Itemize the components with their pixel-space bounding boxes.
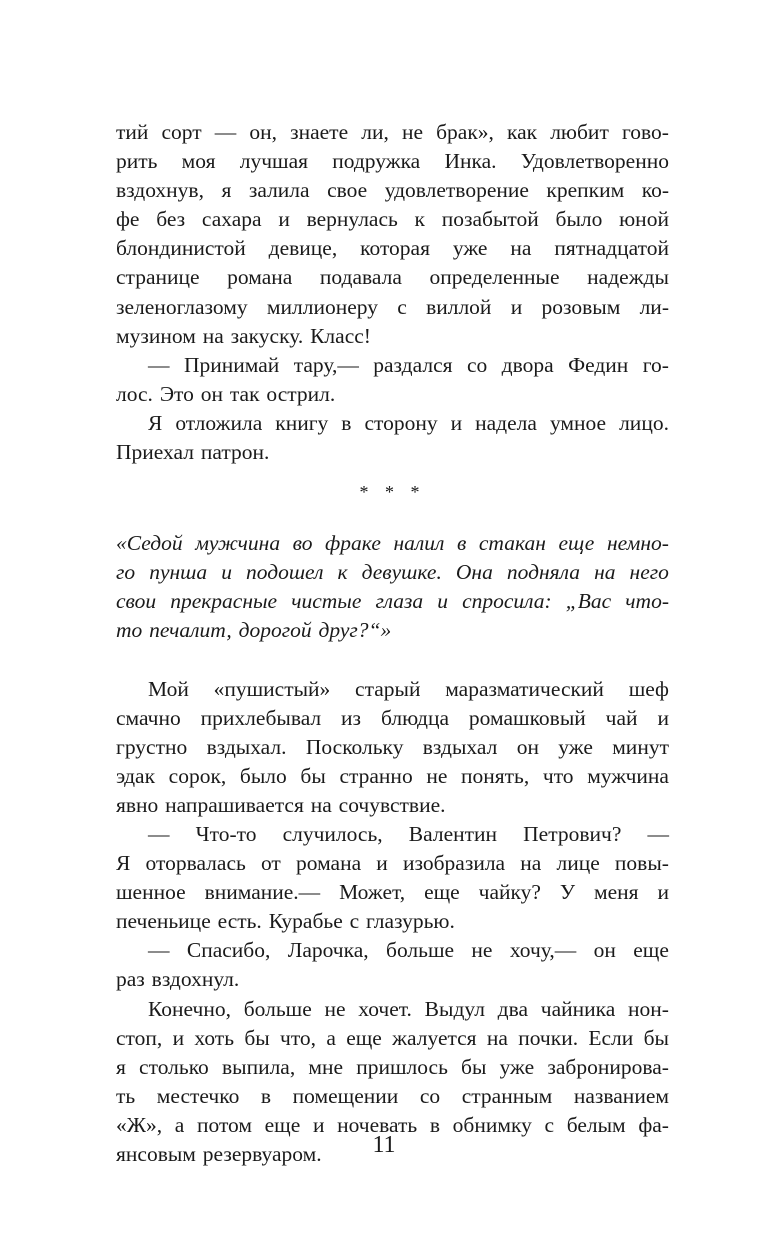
- word: чай: [605, 705, 638, 730]
- word: Класс!: [310, 323, 371, 348]
- word: лучшая: [239, 149, 308, 174]
- word: брак»,: [436, 120, 494, 144]
- word: подняла: [506, 560, 581, 585]
- word: так: [229, 381, 260, 406]
- word: нон-: [628, 996, 669, 1021]
- word: бы: [643, 1025, 669, 1050]
- word: романа: [296, 851, 362, 876]
- text-line: [116, 263, 669, 292]
- text-line: [116, 205, 669, 234]
- text-line: [116, 907, 669, 936]
- word: музином: [116, 323, 196, 348]
- word: бы: [300, 763, 326, 788]
- word: девице,: [268, 236, 338, 261]
- word: минут: [612, 734, 669, 759]
- word: потом: [196, 1112, 252, 1137]
- word: еще: [264, 1112, 301, 1137]
- word: забронирова-: [547, 1054, 669, 1079]
- word: не: [471, 938, 493, 963]
- word: во: [292, 531, 313, 556]
- word: странице: [116, 265, 200, 290]
- word: зеленоглазому: [116, 294, 248, 319]
- word: со: [466, 352, 488, 377]
- word: в: [456, 531, 467, 556]
- word: печеньице: [116, 909, 211, 934]
- word: пришлось: [356, 1054, 448, 1079]
- word: что,: [280, 1025, 317, 1050]
- word: в: [341, 410, 352, 435]
- word: «пушистый»: [213, 676, 331, 701]
- word: ли,: [361, 120, 389, 144]
- word: удовлетворение: [384, 178, 529, 203]
- word: хочет.: [358, 996, 412, 1021]
- word: печалит,: [149, 618, 232, 643]
- word: и: [657, 705, 669, 730]
- spacer: [116, 646, 669, 675]
- word: уже: [558, 734, 593, 759]
- text-line: [116, 849, 669, 878]
- word: подавала: [319, 265, 402, 290]
- word: раздался: [373, 352, 453, 377]
- text-line: [116, 380, 669, 409]
- word: еще: [424, 880, 460, 905]
- text-line: [116, 878, 669, 907]
- word: ко-: [641, 178, 669, 203]
- word: что: [542, 763, 574, 788]
- word: в: [260, 1083, 272, 1108]
- word: ть: [116, 1083, 136, 1108]
- word: Выдул: [424, 996, 485, 1021]
- word: —: [148, 821, 170, 846]
- word: и: [312, 1112, 325, 1137]
- word: залила: [248, 178, 310, 203]
- word: Может,: [339, 880, 406, 905]
- word: ромашковый: [468, 705, 586, 730]
- word: острил.: [266, 381, 336, 406]
- text-line: [116, 820, 669, 849]
- word: шеф: [628, 676, 669, 701]
- word: го: [116, 560, 136, 585]
- word: на: [510, 236, 532, 261]
- word: него: [629, 560, 669, 585]
- word: как: [507, 120, 538, 144]
- word: сахара: [201, 207, 262, 232]
- word: девушке.: [361, 560, 442, 585]
- word: на: [310, 792, 332, 817]
- word: Если: [588, 1025, 634, 1050]
- word: эдак: [116, 763, 156, 788]
- text-line: [116, 147, 669, 176]
- word: прихлебывал: [200, 705, 322, 730]
- word: свои: [116, 589, 157, 614]
- word: он: [200, 381, 224, 406]
- word: Я: [116, 851, 131, 876]
- text-line: [116, 704, 669, 733]
- word: бы: [244, 1025, 270, 1050]
- word: блюдца: [380, 705, 450, 730]
- word: не: [426, 763, 448, 788]
- word: ночевать: [337, 1112, 418, 1137]
- word: Принимай: [183, 352, 280, 377]
- word: сочувствие.: [338, 792, 446, 817]
- word: Федин: [568, 352, 629, 377]
- word: любит: [550, 120, 609, 144]
- word: напрашивается: [165, 792, 304, 817]
- word: Удовлетворенно: [520, 149, 669, 174]
- word: Мой: [148, 676, 189, 701]
- word: к: [337, 560, 348, 585]
- word: столько: [139, 1054, 209, 1079]
- word: подошел: [245, 560, 324, 585]
- word: уже: [452, 236, 488, 261]
- word: два: [497, 996, 529, 1021]
- text-line: [116, 675, 669, 704]
- word: оторвалась: [145, 851, 246, 876]
- word: без: [156, 207, 186, 232]
- word: что-: [625, 589, 669, 614]
- word: я: [221, 178, 232, 203]
- word: вздохнул.: [151, 967, 240, 992]
- word: уже: [499, 1054, 535, 1079]
- text-line: [116, 733, 669, 762]
- word: рить: [116, 149, 158, 174]
- word: и: [510, 294, 523, 319]
- word: лос.: [116, 381, 153, 406]
- section-separator: * * *: [359, 482, 426, 503]
- word: тий: [116, 120, 149, 144]
- word: сторону: [364, 410, 438, 435]
- word: стоп,: [116, 1025, 163, 1050]
- word: в: [429, 1112, 441, 1137]
- word: не: [401, 120, 423, 144]
- word: определенные: [429, 265, 560, 290]
- word: крепким: [546, 178, 625, 203]
- word: Что-то: [195, 821, 257, 846]
- word: свое: [327, 178, 368, 203]
- text-line: [116, 1053, 669, 1082]
- word: маразматический: [445, 676, 604, 701]
- word: раз: [116, 967, 145, 992]
- word: а: [174, 1112, 185, 1137]
- word: Это: [159, 381, 194, 406]
- word: —: [148, 938, 170, 963]
- word: еще: [558, 531, 595, 556]
- word: немно-: [606, 531, 669, 556]
- word: хочу,—: [509, 938, 577, 963]
- word: У: [559, 880, 576, 905]
- word: случилось,: [282, 821, 383, 846]
- word: спросила:: [462, 589, 552, 614]
- word: шенное: [116, 880, 186, 905]
- word: повы-: [614, 851, 669, 876]
- epigraph-quote: [116, 529, 669, 645]
- word: лицо.: [619, 410, 669, 435]
- word: глазурью.: [366, 909, 455, 934]
- word: жалуется: [392, 1025, 477, 1050]
- word: на: [594, 560, 616, 585]
- word: вздохнув,: [116, 178, 204, 203]
- word: вздыхал: [422, 734, 498, 759]
- word: умное: [549, 410, 607, 435]
- word: названием: [573, 1083, 669, 1108]
- word: чайку?: [478, 880, 541, 905]
- word: гово-: [621, 120, 669, 144]
- word: которая: [360, 236, 430, 261]
- word: лице: [556, 851, 600, 876]
- word: больше: [386, 938, 455, 963]
- word: романа: [227, 265, 293, 290]
- word: —: [647, 821, 669, 846]
- word: «Ж»,: [116, 1112, 163, 1137]
- word: грустно: [116, 734, 188, 759]
- word: больше: [243, 996, 312, 1021]
- word: бы: [461, 1054, 487, 1079]
- word: моя: [181, 149, 216, 174]
- word: Она: [455, 560, 493, 585]
- word: патрон.: [200, 440, 270, 465]
- word: старый: [355, 676, 421, 701]
- word: двора: [501, 352, 554, 377]
- word: Я: [148, 410, 163, 435]
- word: на: [520, 851, 542, 876]
- word: стакан: [478, 531, 546, 556]
- word: «Седой: [116, 531, 183, 556]
- word: он,: [249, 120, 277, 144]
- word: надела: [475, 410, 537, 435]
- word: хоть: [194, 1025, 235, 1050]
- word: с: [544, 1112, 555, 1137]
- text-line: [116, 791, 669, 820]
- word: с: [397, 294, 407, 319]
- text-line: [116, 234, 669, 263]
- word: прекрасные: [170, 589, 278, 614]
- word: странно: [339, 763, 413, 788]
- word: Петрович?: [523, 821, 622, 846]
- word: юной: [619, 207, 669, 232]
- word: вздыхал.: [206, 734, 287, 759]
- word: книгу: [275, 410, 329, 435]
- word: блондинистой: [116, 236, 246, 261]
- text-section-2: [116, 675, 669, 1170]
- word: не: [324, 996, 346, 1021]
- word: Ларочка,: [287, 938, 369, 963]
- word: пятнадцатой: [554, 236, 669, 261]
- word: Конечно,: [148, 996, 231, 1021]
- word: от: [260, 851, 281, 876]
- text-line: [116, 118, 669, 147]
- word: помещении: [292, 1083, 399, 1108]
- word: глаза: [375, 589, 424, 614]
- word: и: [376, 851, 388, 876]
- text-line: [116, 529, 669, 558]
- word: подружка: [332, 149, 421, 174]
- word: есть.: [217, 909, 262, 934]
- word: Приехал: [116, 440, 194, 465]
- text-line: [116, 936, 669, 965]
- word: к: [414, 207, 425, 232]
- word: на: [486, 1025, 508, 1050]
- word: резервуаром.: [202, 1142, 322, 1166]
- word: и: [450, 410, 463, 435]
- text-line: [116, 438, 669, 467]
- word: обнимку: [452, 1112, 532, 1137]
- word: виллой: [426, 294, 492, 319]
- word: выпила,: [221, 1054, 296, 1079]
- word: я: [116, 1054, 126, 1079]
- word: понять,: [461, 763, 530, 788]
- page-number: 11: [372, 1132, 396, 1158]
- word: и: [437, 589, 448, 614]
- word: фраке: [325, 531, 381, 556]
- word: ли-: [639, 294, 669, 319]
- word: он: [593, 938, 616, 963]
- word: мужчина: [587, 763, 669, 788]
- word: и: [221, 560, 232, 585]
- word: надежды: [587, 265, 669, 290]
- word: —: [148, 352, 170, 377]
- word: го-: [642, 352, 669, 377]
- word: белым: [566, 1112, 626, 1137]
- word: знаете: [290, 120, 349, 144]
- word: то: [116, 618, 143, 643]
- text-line: [116, 587, 669, 616]
- word: вернулась: [306, 207, 398, 232]
- text-section-1: [116, 118, 669, 467]
- word: смачно: [116, 705, 181, 730]
- word: сорт: [161, 120, 202, 144]
- word: друг?“»: [318, 618, 392, 643]
- text-line: [116, 1082, 669, 1111]
- text-line: [116, 965, 669, 994]
- word: тару,—: [293, 352, 359, 377]
- word: еще: [633, 938, 669, 963]
- word: „Вас: [565, 589, 612, 614]
- word: изобразила: [402, 851, 506, 876]
- word: с: [349, 909, 360, 934]
- word: миллионеру: [266, 294, 378, 319]
- word: внимание.—: [204, 880, 321, 905]
- word: и: [172, 1025, 185, 1050]
- word: Инка.: [444, 149, 497, 174]
- word: чистые: [291, 589, 362, 614]
- book-page: [116, 118, 669, 1169]
- text-line: [116, 995, 669, 1024]
- word: позабытой: [441, 207, 539, 232]
- word: Валентин: [408, 821, 498, 846]
- text-line: [116, 176, 669, 205]
- text-line: [116, 322, 669, 351]
- word: меня: [593, 880, 639, 905]
- word: фа-: [638, 1112, 669, 1137]
- word: —: [214, 120, 237, 144]
- word: отложила: [175, 410, 263, 435]
- text-line: [116, 762, 669, 791]
- word: Поскольку: [305, 734, 404, 759]
- text-line: [116, 409, 669, 438]
- text-line: [116, 558, 669, 587]
- word: странным: [461, 1083, 553, 1108]
- word: чайника: [540, 996, 616, 1021]
- word: на: [202, 323, 224, 348]
- text-line: [116, 351, 669, 380]
- word: пунша: [149, 560, 208, 585]
- word: закуску.: [230, 323, 304, 348]
- word: из: [341, 705, 362, 730]
- word: а: [326, 1025, 336, 1050]
- text-line: [116, 616, 669, 645]
- word: местечко: [156, 1083, 240, 1108]
- word: и: [657, 880, 669, 905]
- word: и: [278, 207, 290, 232]
- word: со: [419, 1083, 441, 1108]
- word: розовым: [541, 294, 621, 319]
- word: Спасибо,: [186, 938, 271, 963]
- word: налил: [393, 531, 445, 556]
- word: янсовым: [116, 1142, 196, 1166]
- word: сорок,: [168, 763, 227, 788]
- word: Курабье: [268, 909, 343, 934]
- word: он: [516, 734, 539, 759]
- word: почки.: [518, 1025, 579, 1050]
- text-line: [116, 1024, 669, 1053]
- word: явно: [116, 792, 159, 817]
- word: мужчина: [195, 531, 281, 556]
- word: фе: [116, 207, 140, 232]
- word: было: [555, 207, 603, 232]
- word: было: [239, 763, 287, 788]
- word: мне: [308, 1054, 344, 1079]
- word: дорогой: [238, 618, 312, 643]
- word: еще: [346, 1025, 382, 1050]
- text-line: [116, 293, 669, 322]
